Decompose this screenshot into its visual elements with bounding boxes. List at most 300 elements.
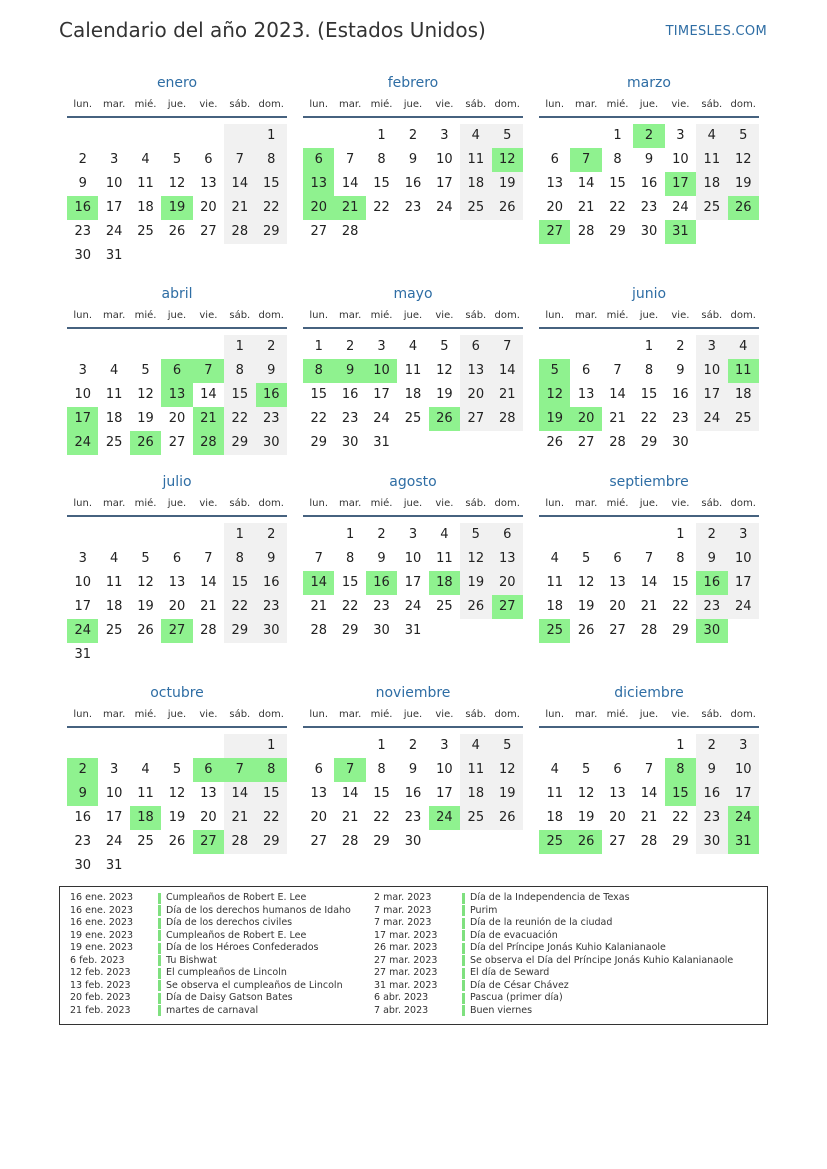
holiday-day-cell: 12 [492,148,523,172]
holiday-day-cell: 2 [633,124,664,148]
empty-day-cell [256,244,287,268]
day-cell: 27 [609,834,626,849]
day-cell: 12 [137,387,154,402]
holiday-column-left [70,892,351,1017]
day-cell: 21 [310,599,327,614]
holiday-day-cell: 16 [67,196,98,220]
day-cell: 25 [460,806,491,830]
weekday-label: sáb. [701,310,723,321]
holiday-date: 6 abr. 2023 [374,992,429,1003]
holiday-date: 26 mar. 2023 [374,942,438,953]
holiday-row [70,942,351,955]
day-cell: 1 [256,734,287,758]
day-cell: 27 [460,407,491,431]
weekday-label: mar. [103,310,126,321]
day-cell: 28 [310,623,327,638]
holiday-date: 7 mar. 2023 [374,904,432,916]
weekday-header [67,704,287,728]
empty-day-cell [633,523,664,547]
holiday-day-cell: 7 [334,758,365,782]
weekday-label: jue. [639,99,659,110]
weekday-label: vie. [671,99,690,110]
day-cell: 16 [640,176,658,191]
day-cell: 5 [728,124,759,148]
day-cell: 8 [256,148,287,172]
weekday-label: mar. [103,99,126,110]
day-cell: 12 [728,148,759,172]
weekday-header [67,94,287,118]
day-cell: 4 [109,551,119,566]
empty-day-cell [539,335,570,359]
holiday-name: Día de César Chávez [470,979,569,991]
day-cell: 8 [345,551,355,566]
day-cell: 24 [728,595,759,619]
day-cell: 10 [105,176,123,191]
weekday-label: lun. [73,99,93,110]
weekday-label: sáb. [229,709,251,720]
empty-day-cell [193,523,224,547]
day-cell: 7 [224,148,255,172]
day-cell: 11 [404,363,422,378]
weekday-label: mié. [606,709,629,720]
holiday-date: 27 mar. 2023 [374,954,438,966]
day-cell: 12 [577,786,595,801]
weekday-label: vie. [199,99,218,110]
weekday-label: jue. [639,709,659,720]
weekday-label: mié. [606,99,629,110]
empty-day-cell [303,523,334,547]
day-cell: 6 [172,551,182,566]
day-cell: 20 [200,200,217,215]
day-cell: 2 [676,339,685,354]
holiday-date: 17 mar. 2023 [374,929,438,941]
empty-day-cell [67,335,98,359]
day-cell: 19 [460,571,491,595]
day-cell: 6 [581,363,591,378]
empty-day-cell [460,431,491,455]
day-cell: 25 [137,224,154,239]
day-cell: 8 [224,359,255,383]
day-cell: 10 [696,359,727,383]
month-marzo [539,72,759,244]
weekday-label: lun. [309,99,329,110]
holiday-list [59,886,768,1025]
day-cell: 23 [74,224,91,239]
day-cell: 31 [74,647,91,662]
empty-day-cell [224,854,255,878]
weekday-header [67,305,287,329]
day-cell: 2 [377,527,386,542]
day-cell: 6 [613,551,622,566]
holiday-row [374,942,733,955]
day-cell: 30 [341,435,359,450]
empty-day-cell [67,734,98,758]
day-cell: 10 [105,786,123,801]
holiday-day-cell: 17 [67,407,98,431]
weekday-label: jue. [639,498,659,509]
holiday-day-cell: 13 [303,172,334,196]
day-cell: 3 [377,339,386,354]
day-cell: 1 [256,124,287,148]
day-cell: 19 [492,172,523,196]
empty-day-cell [429,619,460,643]
empty-day-cell [67,523,98,547]
day-cell: 19 [728,172,759,196]
empty-day-cell [334,124,365,148]
day-cell: 12 [137,575,154,590]
empty-day-cell [193,335,224,359]
holiday-row [374,917,733,930]
day-cell: 2 [256,335,287,359]
empty-day-cell [602,734,633,758]
empty-day-cell [728,431,759,455]
holiday-row [374,905,733,918]
month-abril [67,283,287,455]
weekday-label: mié. [606,498,629,509]
holiday-day-cell: 8 [303,359,334,383]
empty-day-cell [193,643,224,667]
weekday-label: vie. [199,310,218,321]
day-cell: 8 [676,551,685,566]
holiday-marker [462,930,465,941]
empty-day-cell [130,335,161,359]
holiday-row [374,892,733,905]
weekday-label: sáb. [465,99,487,110]
day-cell: 28 [577,224,595,239]
empty-day-cell [728,220,759,244]
weekday-label: mié. [134,709,157,720]
day-grid [539,124,759,244]
day-cell: 3 [676,128,685,143]
day-grid [303,335,523,455]
holiday-day-cell: 27 [492,595,523,619]
holiday-day-cell: 9 [67,782,98,806]
day-cell: 13 [200,786,217,801]
day-grid [303,124,523,244]
day-cell: 9 [696,758,727,782]
empty-day-cell [570,124,601,148]
day-cell: 11 [105,575,123,590]
day-cell: 7 [314,551,323,566]
holiday-date: 2 mar. 2023 [374,892,432,903]
holiday-row [70,980,351,993]
day-cell: 21 [609,411,626,426]
day-cell: 14 [492,359,523,383]
month-name: agosto [389,474,437,490]
holiday-day-cell: 17 [665,172,696,196]
day-cell: 8 [377,152,386,167]
holiday-marker [462,1005,465,1016]
holiday-date: 31 mar. 2023 [374,979,438,991]
empty-day-cell [161,523,192,547]
empty-day-cell [334,734,365,758]
holiday-day-cell: 27 [193,830,224,854]
day-cell: 19 [436,387,453,402]
empty-day-cell [161,643,192,667]
holiday-day-cell: 21 [334,196,365,220]
day-cell: 25 [404,411,422,426]
empty-day-cell [366,220,397,244]
day-cell: 21 [224,806,255,830]
empty-day-cell [696,220,727,244]
holiday-date: 21 feb. 2023 [70,1004,131,1016]
day-cell: 6 [613,762,622,777]
holiday-day-cell: 30 [696,619,727,643]
holiday-date: 7 abr. 2023 [374,1004,429,1016]
empty-day-cell [539,523,570,547]
weekday-label: vie. [435,498,454,509]
day-cell: 7 [613,363,622,378]
day-cell: 15 [256,172,287,196]
day-cell: 19 [168,810,186,825]
holiday-marker [462,905,465,916]
month-mayo [303,283,523,455]
weekday-label: lun. [545,709,565,720]
weekday-header [303,493,523,517]
day-cell: 22 [373,200,390,215]
holiday-row [374,1005,733,1018]
day-cell: 9 [377,551,386,566]
empty-day-cell [224,124,255,148]
day-cell: 16 [404,176,422,191]
day-cell: 28 [492,407,523,431]
day-cell: 12 [492,758,523,782]
day-cell: 26 [168,224,186,239]
day-cell: 23 [341,411,359,426]
day-cell: 24 [696,407,727,431]
day-cell: 1 [377,128,386,143]
holiday-day-cell: 31 [728,830,759,854]
day-cell: 2 [78,152,87,167]
day-cell: 21 [492,383,523,407]
holiday-name: Purim [470,904,498,916]
weekday-header [539,305,759,329]
day-cell: 12 [436,363,453,378]
day-cell: 14 [609,387,626,402]
day-cell: 21 [341,810,359,825]
day-cell: 9 [408,152,418,167]
weekday-label: lun. [545,310,565,321]
holiday-name: Día de evacuación [470,929,558,941]
holiday-name: Día de la reunión de la ciudad [470,917,613,928]
empty-day-cell [397,431,428,455]
day-cell: 19 [137,599,154,614]
holiday-day-cell: 21 [193,407,224,431]
weekday-label: dom. [730,310,756,321]
day-cell: 18 [404,387,422,402]
holiday-day-cell: 19 [161,196,192,220]
holiday-day-cell: 8 [665,758,696,782]
day-cell: 27 [200,224,217,239]
day-cell: 11 [460,758,491,782]
day-cell: 28 [224,830,255,854]
day-cell: 1 [224,335,255,359]
holiday-day-cell: 7 [224,758,255,782]
day-cell: 18 [546,599,563,614]
holiday-date: 16 ene. 2023 [70,892,134,903]
day-cell: 10 [672,152,689,167]
holiday-row [374,930,733,943]
empty-day-cell [224,244,255,268]
day-cell: 4 [696,124,727,148]
day-cell: 18 [460,782,491,806]
day-cell: 25 [137,834,154,849]
holiday-name: Se observa el cumpleaños de Lincoln [166,979,343,991]
weekday-label: vie. [671,498,690,509]
month-agosto [303,471,523,643]
day-cell: 13 [310,786,327,801]
day-cell: 16 [74,810,91,825]
day-cell: 2 [696,523,727,547]
empty-day-cell [161,854,192,878]
weekday-label: sáb. [229,310,251,321]
day-cell: 16 [696,782,727,806]
day-cell: 26 [577,623,595,638]
day-cell: 1 [314,339,323,354]
day-cell: 3 [109,152,119,167]
holiday-marker [158,893,161,904]
weekday-label: vie. [671,310,690,321]
weekday-label: sáb. [701,498,723,509]
day-cell: 18 [137,200,154,215]
day-cell: 5 [460,523,491,547]
holiday-day-cell: 16 [366,571,397,595]
day-cell: 25 [460,196,491,220]
month-name: noviembre [375,685,451,701]
weekday-label: jue. [403,709,423,720]
weekday-label: mié. [606,310,629,321]
day-cell: 4 [550,762,559,777]
day-cell: 25 [105,435,123,450]
holiday-name: Cumpleaños de Robert E. Lee [166,892,307,903]
day-cell: 5 [581,762,591,777]
day-cell: 7 [644,551,654,566]
day-cell: 20 [200,810,217,825]
day-cell: 14 [577,176,595,191]
holiday-day-cell: 16 [256,383,287,407]
weekday-label: dom. [494,99,520,110]
day-cell: 14 [200,575,217,590]
day-cell: 24 [373,411,390,426]
day-cell: 12 [168,786,186,801]
weekday-header [539,704,759,728]
day-cell: 9 [408,762,418,777]
weekday-header [303,704,523,728]
day-cell: 29 [609,224,626,239]
weekday-label: dom. [730,99,756,110]
empty-day-cell [539,124,570,148]
day-cell: 30 [404,834,422,849]
month-enero [67,72,287,268]
holiday-name: Día de los derechos humanos de Idaho [166,904,351,916]
day-cell: 14 [224,782,255,806]
month-febrero [303,72,523,244]
weekday-label: dom. [258,310,284,321]
day-cell: 5 [581,551,591,566]
day-cell: 29 [640,435,658,450]
day-cell: 28 [640,623,658,638]
day-cell: 2 [345,339,355,354]
holiday-day-cell: 6 [161,359,192,383]
day-cell: 5 [440,339,449,354]
day-grid [303,523,523,643]
holiday-row [70,992,351,1005]
day-cell: 22 [224,407,255,431]
weekday-label: jue. [167,310,187,321]
day-cell: 4 [141,762,150,777]
weekday-label: vie. [435,709,454,720]
weekday-header [539,493,759,517]
day-cell: 9 [696,547,727,571]
day-cell: 19 [492,782,523,806]
day-cell: 23 [256,407,287,431]
weekday-label: mar. [339,709,362,720]
day-cell: 24 [436,200,453,215]
day-cell: 2 [408,738,418,753]
day-cell: 29 [672,834,689,849]
empty-day-cell [460,619,491,643]
day-cell: 24 [105,224,123,239]
month-julio [67,471,287,667]
day-cell: 24 [404,599,422,614]
day-cell: 22 [256,806,287,830]
day-cell: 4 [109,363,119,378]
day-cell: 30 [256,431,287,455]
day-cell: 13 [168,575,186,590]
day-cell: 23 [696,806,727,830]
weekday-label: jue. [403,310,423,321]
day-cell: 15 [224,383,255,407]
weekday-label: mar. [575,99,598,110]
weekday-header [303,94,523,118]
day-cell: 11 [436,551,453,566]
day-cell: 3 [728,523,759,547]
holiday-date: 12 feb. 2023 [70,967,131,978]
holiday-day-cell: 6 [193,758,224,782]
holiday-marker [158,955,161,966]
weekday-label: vie. [671,709,690,720]
day-cell: 17 [728,571,759,595]
day-cell: 22 [672,810,689,825]
brand-link[interactable]: TIMESLES.COM [665,24,767,39]
empty-day-cell [130,244,161,268]
holiday-day-cell: 5 [539,359,570,383]
day-cell: 21 [224,196,255,220]
day-cell: 9 [676,363,685,378]
day-cell: 1 [345,527,355,542]
holiday-name: Tu Bishwat [166,954,217,966]
day-cell: 8 [644,363,654,378]
day-cell: 17 [436,786,453,801]
holiday-row [70,917,351,930]
day-cell: 4 [408,339,418,354]
holiday-day-cell: 7 [193,359,224,383]
day-cell: 24 [105,834,123,849]
month-name: octubre [150,685,204,701]
holiday-day-cell: 24 [67,431,98,455]
day-cell: 9 [78,176,87,191]
day-cell: 6 [460,335,491,359]
day-cell: 5 [492,124,523,148]
weekday-label: sáb. [229,99,251,110]
empty-day-cell [256,643,287,667]
empty-day-cell [696,431,727,455]
empty-day-cell [570,523,601,547]
holiday-marker [462,980,465,991]
month-noviembre [303,682,523,854]
holiday-row [374,967,733,980]
day-cell: 17 [696,383,727,407]
